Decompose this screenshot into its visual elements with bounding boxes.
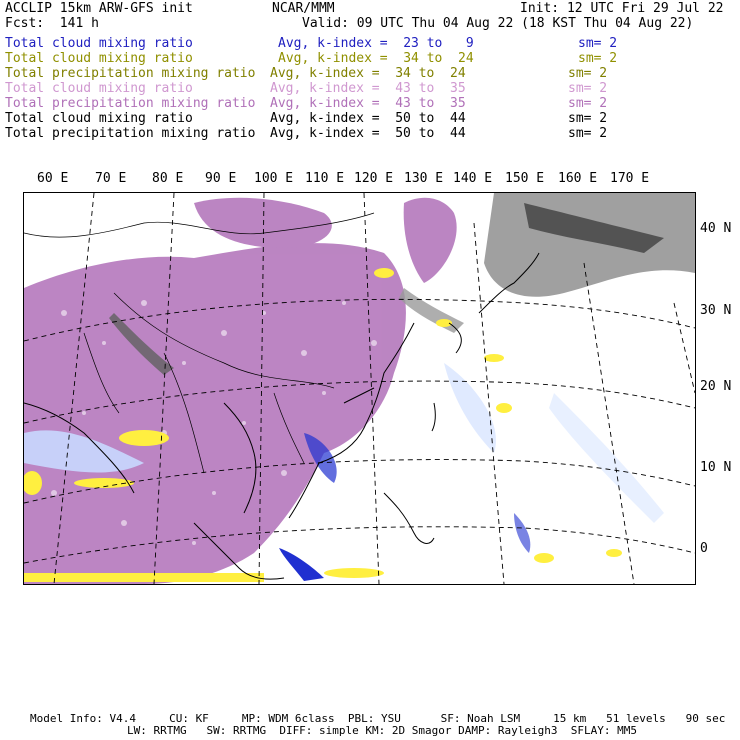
init-time: Init: 12 UTC Fri 29 Jul 22 <box>520 1 724 16</box>
legend-field-name: Total precipitation mixing ratio <box>5 126 256 141</box>
legend-smoothing: sm= 2 <box>568 66 608 81</box>
lon-label: 160 E <box>558 171 598 186</box>
lat-label: 20 N <box>700 379 732 394</box>
legend-avg-range: Avg, k-index = 43 to 35 <box>270 96 466 111</box>
lon-label: 60 E <box>37 171 69 186</box>
model-info-line2: LW: RRTMG SW: RRTMG DIFF: simple KM: 2D Smagor DAMP: Rayleigh3 SFLAY: MM5 <box>127 724 637 737</box>
lat-label: 10 N <box>700 460 732 475</box>
model-info-line1: Model Info: V4.4 CU: KF MP: WDM 6class PBL: YSU SF: Noah LSM 15 km 51 levels 90 sec <box>30 712 726 725</box>
forecast-map <box>23 192 696 585</box>
legend-field-name: Total cloud mixing ratio <box>5 81 193 96</box>
legend-smoothing: sm= 2 <box>578 51 618 66</box>
legend-field-name: Total cloud mixing ratio <box>5 51 193 66</box>
lat-label: 40 N <box>700 221 732 236</box>
lon-label: 90 E <box>205 171 237 186</box>
lat-label: 0 <box>700 541 708 556</box>
legend-field-name: Total precipitation mixing ratio <box>5 66 256 81</box>
legend-smoothing: sm= 2 <box>568 96 608 111</box>
forecast-hour: Fcst: 141 h <box>5 16 99 31</box>
lon-label: 130 E <box>404 171 444 186</box>
lon-label: 70 E <box>95 171 127 186</box>
legend-field-name: Total precipitation mixing ratio <box>5 96 256 111</box>
org-label: NCAR/MMM <box>272 1 335 16</box>
legend-field-name: Total cloud mixing ratio <box>5 111 193 126</box>
lon-label: 120 E <box>354 171 394 186</box>
map-canvas <box>24 193 695 584</box>
legend-avg-range: Avg, k-index = 23 to 9 <box>278 36 474 51</box>
legend-smoothing: sm= 2 <box>578 36 618 51</box>
lat-label: 30 N <box>700 303 732 318</box>
cloud-field-purple <box>24 198 457 584</box>
legend-avg-range: Avg, k-index = 34 to 24 <box>278 51 474 66</box>
legend-smoothing: sm= 2 <box>568 126 608 141</box>
lon-label: 110 E <box>305 171 345 186</box>
legend-smoothing: sm= 2 <box>568 111 608 126</box>
lon-label: 170 E <box>610 171 650 186</box>
legend-field-name: Total cloud mixing ratio <box>5 36 193 51</box>
lon-label: 150 E <box>505 171 545 186</box>
legend-avg-range: Avg, k-index = 50 to 44 <box>270 126 466 141</box>
lon-label: 100 E <box>254 171 294 186</box>
legend-avg-range: Avg, k-index = 34 to 24 <box>270 66 466 81</box>
valid-time: Valid: 09 UTC Thu 04 Aug 22 (18 KST Thu 04 Aug 22) <box>302 16 694 31</box>
legend-avg-range: Avg, k-index = 50 to 44 <box>270 111 466 126</box>
legend-smoothing: sm= 2 <box>568 81 608 96</box>
lon-label: 140 E <box>453 171 493 186</box>
legend-avg-range: Avg, k-index = 43 to 35 <box>270 81 466 96</box>
lon-label: 80 E <box>152 171 184 186</box>
model-title: ACCLIP 15km ARW-GFS init <box>5 1 193 16</box>
